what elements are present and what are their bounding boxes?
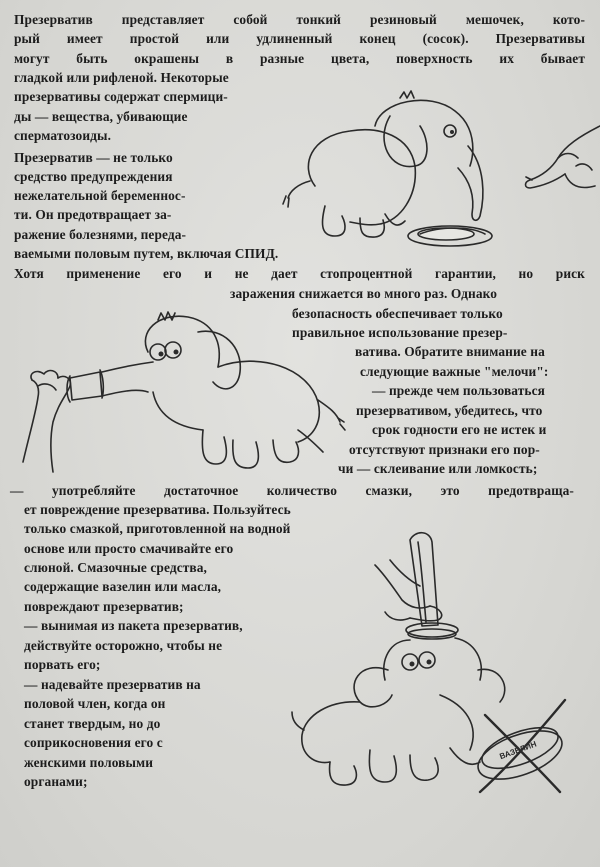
text-line: гладкой или рифленой. Некоторые (14, 70, 229, 85)
text-line: чи — склеивание или ломкость; (338, 461, 538, 476)
text-line: заражения снижается во много раз. Однако (230, 286, 498, 301)
elephant-finger-illustration (280, 86, 600, 266)
text-line: презервативы содержат спермици- (14, 89, 228, 104)
text-line: отсутствуют признаки его пор- (349, 442, 540, 457)
text-line: порвать его; (24, 657, 101, 672)
text-line: — надевайте презерватив на (24, 677, 201, 692)
text-line: действуйте осторожно, чтобы не (24, 638, 223, 653)
text-line: ватива. Обратите внимание на (355, 344, 545, 359)
text-line: только смазкой, приготовленной на водной (24, 521, 291, 536)
text-line: нежелательной беременнос- (14, 188, 186, 203)
text-line: ет повреждение презерватива. Пользуйтесь (24, 502, 291, 517)
text-line: Хотя применение его и не дает стопроцентной гарантии, но риск (14, 266, 585, 281)
text-line: соприкосновения его с (24, 735, 163, 750)
text-line: ражение болезнями, переда- (14, 227, 187, 242)
text-line: ти. Он предотвращает за- (14, 207, 172, 222)
text-line: ваемыми половым путем, включая СПИД. (14, 246, 279, 261)
text-line: станет твердым, но до (24, 716, 161, 731)
text-line: основе или просто смачивайте его (24, 541, 234, 556)
vaseline-label: ВАЗЕЛИН (498, 739, 538, 762)
text-line: содержащие вазелин или масла, (24, 579, 222, 594)
text-line: презервативом, убедитесь, что (356, 403, 543, 418)
elephant-vaseline-illustration (290, 530, 600, 800)
text-line: — вынимая из пакета презерватив, (24, 618, 243, 633)
text-line: безопасность обеспечивает только (292, 306, 503, 321)
text-line: рый имеет простой или удлиненный конец (сосок). Презервативы (14, 31, 585, 46)
text-line: повреждают презерватив; (24, 599, 184, 614)
text-line: женскими половыми (24, 755, 154, 770)
text-line: — употребляйте достаточное количество смазки, это предотвраща- (10, 483, 574, 498)
text-line: ды — вещества, убивающие (14, 109, 188, 124)
text-line: Презерватив — не только (14, 150, 173, 165)
text-line: правильное использование презер- (292, 325, 508, 340)
text-line: срок годности его не истек и (372, 422, 547, 437)
text-line: могут быть окрашены в разные цвета, поверхность их бывает (14, 51, 585, 66)
text-line: средство предупреждения (14, 169, 173, 184)
text-line: слюной. Смазочные средства, (24, 560, 207, 575)
text-line: органами; (24, 774, 88, 789)
text-line: — прежде чем пользоваться (372, 383, 546, 398)
text-line: следующие важные "мелочи": (360, 364, 549, 379)
text-line: Презерватив представляет собой тонкий резиновый мешочек, кото- (14, 12, 585, 27)
text-line: сперматозоиды. (14, 128, 112, 143)
text-line: половой член, когда он (24, 696, 166, 711)
